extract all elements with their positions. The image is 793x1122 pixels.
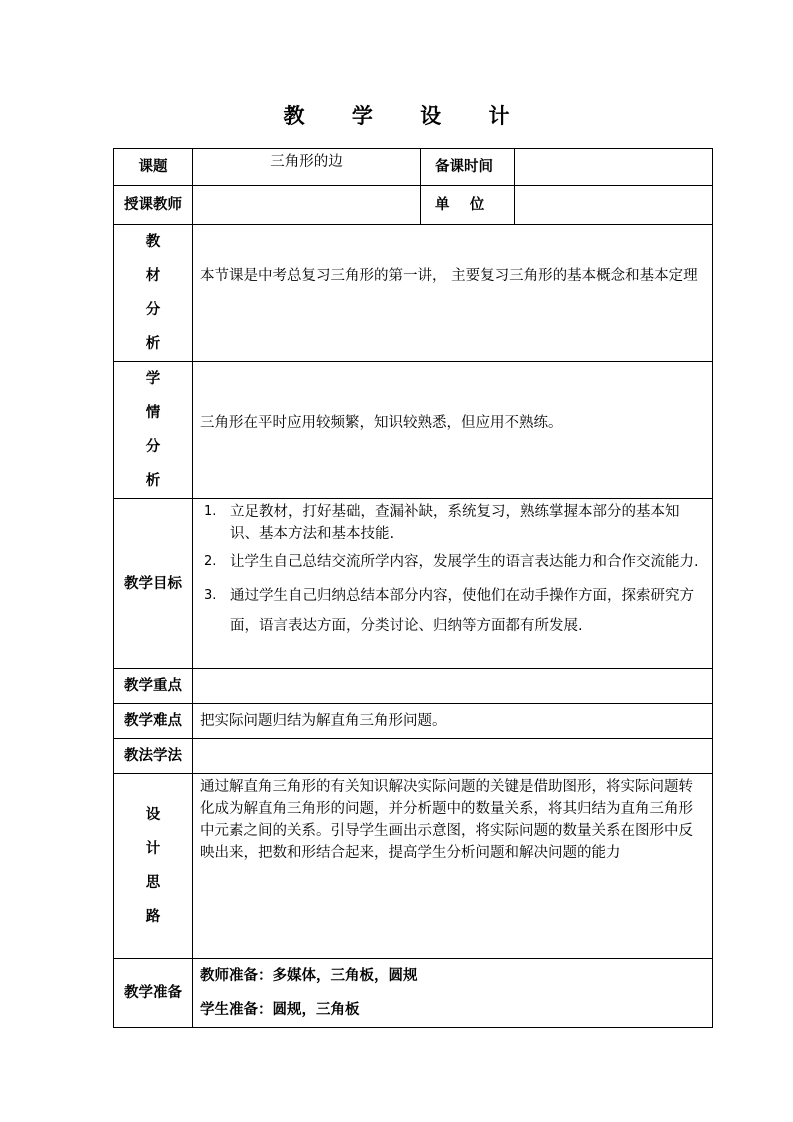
prep-label: 教学准备 <box>114 959 193 1028</box>
unit-value <box>515 186 713 225</box>
material-text: 本节课是中考总复习三角形的第一讲， 主要复习三角形的基本概念和基本定理 <box>193 225 713 362</box>
methods-row <box>114 739 713 774</box>
goals-list <box>200 501 706 641</box>
prep-row <box>114 959 713 1028</box>
goals-label: 教学目标 <box>114 499 193 669</box>
key-points-text <box>193 669 713 704</box>
topic-label: 课题 <box>114 149 193 186</box>
goal-item: 2. 让学生自己总结交流所学内容，发展学生的语言表达能力和合作交流能力. <box>204 554 699 570</box>
goal-item: 3. 通过学生自己归纳总结本部分内容，使他们在动手操作方面，探索研究方面，语言表达方面，分类讨论、归纳等方面都有所发展. <box>204 588 694 634</box>
material-label: 教 材 分 析 <box>114 225 193 362</box>
teacher-value <box>193 186 421 225</box>
key-points-label: 教学重点 <box>114 669 193 704</box>
goals-row <box>114 499 713 669</box>
difficulties-row <box>114 704 713 739</box>
unit-label: 单 位 <box>421 186 515 225</box>
page-title: 教 学 设 计 <box>283 104 530 128</box>
students-text: 三角形在平时应用较频繁，知识较熟悉，但应用不熟练。 <box>193 362 713 499</box>
student-prep: 学生准备：圆规，三角板 <box>200 1002 360 1018</box>
design-row <box>114 774 713 959</box>
prep-cell <box>193 959 713 1028</box>
difficulties-text: 把实际问题归结为解直角三角形问题。 <box>193 704 713 739</box>
students-row <box>114 362 713 499</box>
prep-time-label: 备课时间 <box>421 149 515 186</box>
lesson-plan-table <box>113 148 713 1028</box>
topic-value: 三角形的边 <box>193 149 421 186</box>
design-label: 设 计 思 路 <box>114 774 193 959</box>
material-row <box>114 225 713 362</box>
key-points-row <box>114 669 713 704</box>
goal-item: 1. 立足教材，打好基础，查漏补缺，系统复习，熟练掌握本部分的基本知识、基本方法和基本技能. <box>204 504 680 542</box>
goals-cell <box>193 499 713 669</box>
methods-label: 教法学法 <box>114 739 193 774</box>
students-label: 学 情 分 析 <box>114 362 193 499</box>
teacher-prep: 教师准备：多媒体，三角板，圆规 <box>200 968 418 984</box>
design-text: 通过解直角三角形的有关知识解决实际问题的关键是借助图形，将实际问题转化成为解直角三角形的问题，并分析题中的数量关系，将其归结为直角三角形中元素之间的关系。引导学生画出示意图，将实际问题的数量关系在图形中反映出来，把数和形结合起来，提高学生分析问题和解决问题的能力 <box>193 774 713 959</box>
prep-time-value <box>515 149 713 186</box>
teacher-label: 授课教师 <box>114 186 193 225</box>
difficulties-label: 教学难点 <box>114 704 193 739</box>
topic-row <box>114 149 713 186</box>
teacher-row <box>114 186 713 225</box>
methods-text <box>193 739 713 774</box>
